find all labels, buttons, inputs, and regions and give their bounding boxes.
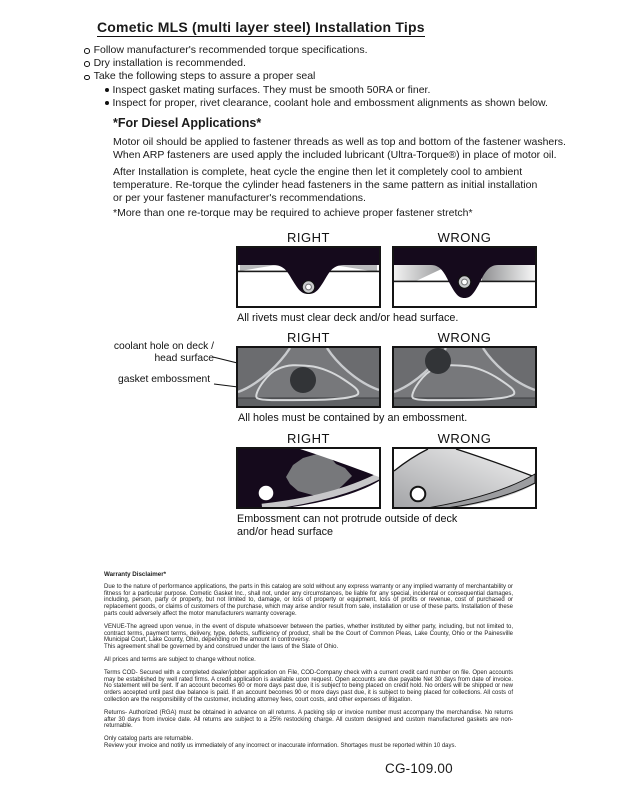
diagram-caption: Embossment can not protrude outside of deck and/or head surface	[237, 513, 458, 538]
rivet-wrong-figure	[392, 246, 537, 308]
diesel-section-heading: *For Diesel Applications*	[113, 116, 262, 130]
tip-text: Take the following steps to assure a proper seal	[93, 70, 316, 83]
protrusion-wrong-figure	[392, 447, 537, 509]
tip-text: Follow manufacturer's recommended torque specifications.	[93, 44, 368, 56]
list-item	[84, 84, 548, 97]
tip-text: Inspect for proper, rivet clearance, coolant hole and embossment alignments as shown below.	[112, 96, 548, 109]
coolant-right-figure	[236, 346, 381, 408]
wrong-header: WRONG	[437, 330, 492, 345]
legal-paragraph: Only catalog parts are returnable.	[104, 736, 194, 743]
coolant-hole-label: coolant hole on deck / head surface	[113, 341, 214, 364]
open-bullet-icon	[84, 48, 90, 54]
list-item	[84, 44, 548, 57]
diesel-paragraph-2: After Installation is complete, heat cycle the engine then let it completely cool to ambient temperature. Re-torque the cylinder head fasteners in the same pattern as initial installation or per your fastener manufacturer's recommendations.	[113, 166, 538, 204]
open-bullet-icon	[84, 75, 90, 81]
legal-paragraph: Review your invoice and notify us immediately of any incorrect or inaccurate information. Shortages must be reported within 10 days.	[104, 742, 457, 749]
legal-paragraph: All prices and terms are subject to change without notice.	[104, 656, 256, 663]
warranty-disclaimer-heading: Warranty Disclaimer*	[104, 571, 167, 578]
tip-text: Inspect gasket mating surfaces. They must be smooth 50RA or finer.	[112, 83, 431, 96]
gasket-embossment-label: gasket embossment	[118, 374, 211, 385]
right-header: RIGHT	[287, 230, 330, 245]
protrusion-right-figure	[236, 447, 381, 509]
legal-paragraph: Due to the nature of performance applications, the parts in this catalog are sold without any express warranty or any implied warranty of merchantability or fitness for a particular purpose. Cometic Gasket Inc., shall not, under any circumstances, be liable for any special, incidental or consequential damages, including, person, party or property, but not limited to, damage, or loss of property or equipment, loss of profits or revenue, cost of purchased or replacement goods, or claims of customers of the purchase, which may arise and/or result from sale, installation or use of these parts. Installation of these parts could adversely affect the motor manufacturers warranty coverage.	[104, 583, 513, 617]
wrong-header: WRONG	[437, 230, 492, 245]
list-item	[84, 57, 548, 70]
filled-bullet-icon	[105, 88, 109, 92]
diagram-caption: All rivets must clear deck and/or head surface.	[237, 312, 459, 324]
list-item	[84, 97, 548, 110]
installation-tips-list	[84, 44, 548, 110]
page-code: CG-109.00	[385, 761, 453, 776]
rivet-right-figure	[236, 246, 381, 308]
diagram-caption: All holes must be contained by an embossment.	[238, 412, 468, 424]
legal-paragraph: Terms COD- Secured with a completed dealer/jobber application on File, COD-Company check with a current credit card number on file. Open accounts may be established by well rated firms. A credit application is available upon request. Open accounts are due payable Net 30 days from date of invoice. No statement will be sent. If an account becomes 60 or more days past due, it is subject to being placed on credit hold. No orders will be shipped or new orders accepted until past due balance is paid. If an account becomes 90 or more days past due, it is subject to being placed for collections. All costs of collection are the responsibility of the customer, including attorney fees, court costs, and other expenses of litigation.	[104, 669, 513, 703]
open-bullet-icon	[84, 61, 90, 67]
coolant-hole	[290, 367, 316, 393]
legal-disclaimer	[104, 572, 513, 756]
tip-text: Dry installation is recommended.	[93, 57, 246, 70]
legal-paragraph: VENUE-The agreed upon venue, in the event of dispute whatsoever between the parties, whether instituted by either party, including, but not limited to, contract terms, payment terms, delivery, type, defects, sufficiency of product, shall be the Court of Common Pleas, Lake County, Ohio or the Painesville Municipal Court, Lake County, Ohio, depending on the amount in controversy.	[104, 623, 513, 644]
coolant-wrong-figure	[392, 346, 537, 408]
legal-paragraph: Returns- Authorized (RGA) must be obtained in advance on all returns. A packing slip or invoice number must accompany the merchandise. No returns after 30 days from invoice date. All returns are subject to a 25% restocking charge. All custom designed and custom manufactured gaskets are non-returnable.	[104, 709, 513, 730]
list-item	[84, 70, 548, 83]
bolt-hole	[411, 487, 426, 502]
page-title: Cometic MLS (multi layer steel) Installation Tips	[97, 19, 425, 35]
diesel-paragraph-1: Motor oil should be applied to fastener threads as well as top and bottom of the fastener washers. When ARP fasteners are used apply the included lubricant (Ultra-Torque®) in place of motor oil.	[113, 136, 566, 161]
right-header: RIGHT	[287, 431, 330, 446]
legal-paragraph: This agreement shall be governed by and construed under the laws of the State of Ohio.	[104, 644, 339, 651]
retorque-note: *More than one re-torque may be required to achieve proper fastener stretch*	[113, 207, 473, 219]
wrong-header: WRONG	[437, 431, 492, 446]
filled-bullet-icon	[105, 101, 109, 105]
right-header: RIGHT	[287, 330, 330, 345]
coolant-hole	[425, 348, 451, 374]
bolt-hole	[259, 486, 274, 501]
